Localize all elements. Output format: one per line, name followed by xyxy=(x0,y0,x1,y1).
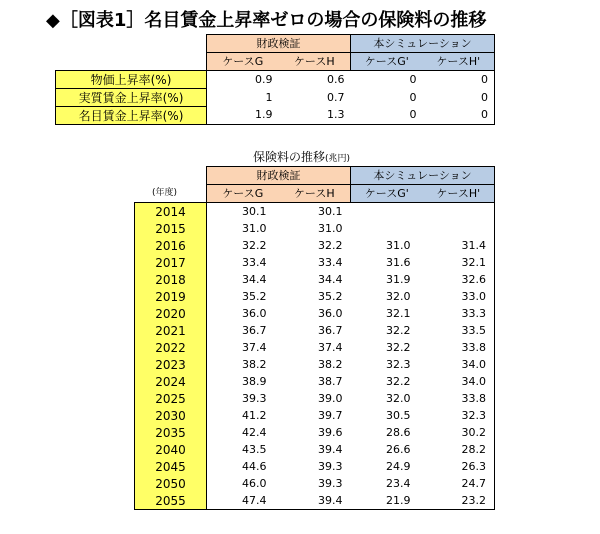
premium-value: 24.7 xyxy=(423,475,495,492)
col-header-case-g: ケースG xyxy=(207,53,279,71)
premium-row xyxy=(135,220,495,237)
premium-value: 24.9 xyxy=(386,459,411,473)
assumption-value: 0 xyxy=(409,72,417,86)
year-cell: 2019 xyxy=(135,288,207,305)
year-cell: 2024 xyxy=(135,373,207,390)
premium-table-title xyxy=(253,148,350,165)
assumption-value: 0.7 xyxy=(327,90,345,104)
premium-value: 30.5 xyxy=(386,408,411,422)
premium-row xyxy=(135,288,495,305)
premium-value: 32.2 xyxy=(386,340,411,354)
premium-value: 38.2 xyxy=(318,357,343,371)
premium-value: 39.3 xyxy=(318,476,343,490)
premium-row xyxy=(135,356,495,373)
year-cell: 2050 xyxy=(135,475,207,492)
premium-value: 37.4 xyxy=(207,339,279,356)
premium-row xyxy=(135,254,495,271)
premium-value: 33.5 xyxy=(423,322,495,339)
year-cell: 2021 xyxy=(135,322,207,339)
year-unit-label: (年度) xyxy=(152,188,178,198)
assumption-value: 0 xyxy=(409,90,417,104)
year-cell: 2014 xyxy=(135,203,207,221)
year-cell: 2018 xyxy=(135,271,207,288)
premium-value: 35.2 xyxy=(318,289,343,303)
assumption-value: 0.6 xyxy=(327,72,345,86)
premium-row xyxy=(135,339,495,356)
col-header-case-h: ケースH xyxy=(279,53,351,71)
premium-row xyxy=(135,458,495,475)
year-cell: 2030 xyxy=(135,407,207,424)
premium-value: 44.6 xyxy=(207,458,279,475)
assumptions-table xyxy=(55,34,495,125)
year-cell: 2035 xyxy=(135,424,207,441)
premium-row xyxy=(135,390,495,407)
premium-row xyxy=(135,424,495,441)
year-cell: 2023 xyxy=(135,356,207,373)
premium-row xyxy=(135,492,495,510)
col-header-case-h-prime-2: ケースH' xyxy=(423,185,495,203)
premium-value: 42.4 xyxy=(207,424,279,441)
premium-value: 28.6 xyxy=(386,425,411,439)
premium-value: 23.2 xyxy=(423,492,495,510)
premium-value: 33.0 xyxy=(423,288,495,305)
premium-value: 31.4 xyxy=(423,237,495,254)
premium-table-title-text: 保険料の推移 xyxy=(253,150,326,164)
premium-row xyxy=(135,237,495,254)
premium-value: 31.9 xyxy=(386,272,411,286)
premium-value: 32.2 xyxy=(318,238,343,252)
assumption-value: 1.9 xyxy=(207,107,279,125)
premium-row xyxy=(135,441,495,458)
year-cell: 2020 xyxy=(135,305,207,322)
premium-value: 32.2 xyxy=(386,374,411,388)
col-header-case-h-prime: ケースH' xyxy=(423,53,495,71)
year-cell: 2040 xyxy=(135,441,207,458)
assumption-value: 0 xyxy=(423,71,495,89)
premium-value: 46.0 xyxy=(207,475,279,492)
year-cell: 2055 xyxy=(135,492,207,510)
group-header-simulation: 本シミュレーション xyxy=(351,35,495,53)
premium-value: 41.2 xyxy=(207,407,279,424)
premium-value: 23.4 xyxy=(386,476,411,490)
year-cell: 2025 xyxy=(135,390,207,407)
group-header-simulation-2: 本シミュレーション xyxy=(351,167,495,185)
premium-value: 33.8 xyxy=(423,390,495,407)
premium-value: 35.2 xyxy=(207,288,279,305)
premium-value: 32.2 xyxy=(386,323,411,337)
premium-value: 39.4 xyxy=(279,492,351,510)
premium-value: 39.3 xyxy=(318,459,343,473)
premium-value: 33.8 xyxy=(423,339,495,356)
premium-value: 30.1 xyxy=(207,203,279,221)
assumption-label: 名目賃金上昇率(%) xyxy=(56,107,207,125)
assumption-row xyxy=(56,107,495,125)
premium-value: 37.4 xyxy=(318,340,343,354)
premium-value: 33.4 xyxy=(207,254,279,271)
assumption-row xyxy=(56,89,495,107)
col-header-case-h-2: ケースH xyxy=(279,185,351,203)
col-header-case-g-prime-2: ケースG' xyxy=(351,185,423,203)
year-cell: 2015 xyxy=(135,220,207,237)
premium-row xyxy=(135,305,495,322)
premium-value: 31.0 xyxy=(318,221,343,235)
premium-value: 21.9 xyxy=(351,492,423,510)
group-header-fiscal: 財政検証 xyxy=(207,35,351,53)
premium-value: 39.7 xyxy=(318,408,343,422)
premium-value: 31.0 xyxy=(386,238,411,252)
assumption-label: 物価上昇率(%) xyxy=(56,71,207,89)
premium-value: 39.3 xyxy=(207,390,279,407)
assumption-value: 0 xyxy=(351,107,423,125)
premium-value: 34.0 xyxy=(423,373,495,390)
premium-value: 34.4 xyxy=(207,271,279,288)
premium-value: 26.6 xyxy=(386,442,411,456)
assumption-value: 0 xyxy=(423,107,495,125)
premium-value: 30.1 xyxy=(318,204,343,218)
year-cell: 2022 xyxy=(135,339,207,356)
year-cell: 2016 xyxy=(135,237,207,254)
premium-value: 38.7 xyxy=(318,374,343,388)
premium-value: 32.3 xyxy=(423,407,495,424)
premium-row xyxy=(135,407,495,424)
premium-unit: (兆円) xyxy=(325,154,351,164)
premium-value: 33.4 xyxy=(318,255,343,269)
premium-value: 32.6 xyxy=(423,271,495,288)
premium-value: 47.4 xyxy=(207,492,279,510)
premium-value: 28.2 xyxy=(423,441,495,458)
premium-value: 36.7 xyxy=(318,323,343,337)
assumption-value: 0.9 xyxy=(207,71,279,89)
premium-row xyxy=(135,322,495,339)
page-title: ◆［図表1］名目賃金上昇率ゼロの場合の保険料の推移 xyxy=(46,10,487,31)
premium-value: 38.9 xyxy=(207,373,279,390)
premium-value: 30.2 xyxy=(423,424,495,441)
premium-value: 36.0 xyxy=(207,305,279,322)
group-header-fiscal-2: 財政検証 xyxy=(207,167,351,185)
year-cell: 2017 xyxy=(135,254,207,271)
premium-value: 39.6 xyxy=(318,425,343,439)
premium-value: 32.1 xyxy=(386,306,411,320)
premium-row xyxy=(135,271,495,288)
premium-value: 43.5 xyxy=(207,441,279,458)
assumption-value: 0 xyxy=(423,89,495,107)
premium-table xyxy=(134,166,495,510)
premium-value: 36.0 xyxy=(318,306,343,320)
assumption-value: 1.3 xyxy=(279,107,351,125)
premium-value: 32.2 xyxy=(207,237,279,254)
premium-row xyxy=(135,203,495,221)
premium-value: 32.3 xyxy=(386,357,411,371)
premium-value: 26.3 xyxy=(423,458,495,475)
premium-value: 32.0 xyxy=(386,289,411,303)
premium-value: 38.2 xyxy=(207,356,279,373)
premium-value: 31.0 xyxy=(207,220,279,237)
premium-value xyxy=(423,220,495,237)
premium-value: 36.7 xyxy=(207,322,279,339)
premium-value xyxy=(351,203,423,221)
assumption-label: 実質賃金上昇率(%) xyxy=(56,89,207,107)
year-cell: 2045 xyxy=(135,458,207,475)
premium-row xyxy=(135,373,495,390)
premium-value: 39.4 xyxy=(318,442,343,456)
premium-value: 32.1 xyxy=(423,254,495,271)
col-header-case-g-prime: ケースG' xyxy=(351,53,423,71)
premium-value: 39.0 xyxy=(318,391,343,405)
col-header-case-g-2: ケースG xyxy=(207,185,279,203)
premium-value: 34.0 xyxy=(423,356,495,373)
premium-row xyxy=(135,475,495,492)
premium-value xyxy=(351,220,423,237)
premium-value: 34.4 xyxy=(318,272,343,286)
assumption-value: 1 xyxy=(207,89,279,107)
premium-value xyxy=(423,203,495,221)
premium-value: 33.3 xyxy=(423,305,495,322)
assumption-row xyxy=(56,71,495,89)
premium-value: 32.0 xyxy=(386,391,411,405)
premium-value: 31.6 xyxy=(386,255,411,269)
